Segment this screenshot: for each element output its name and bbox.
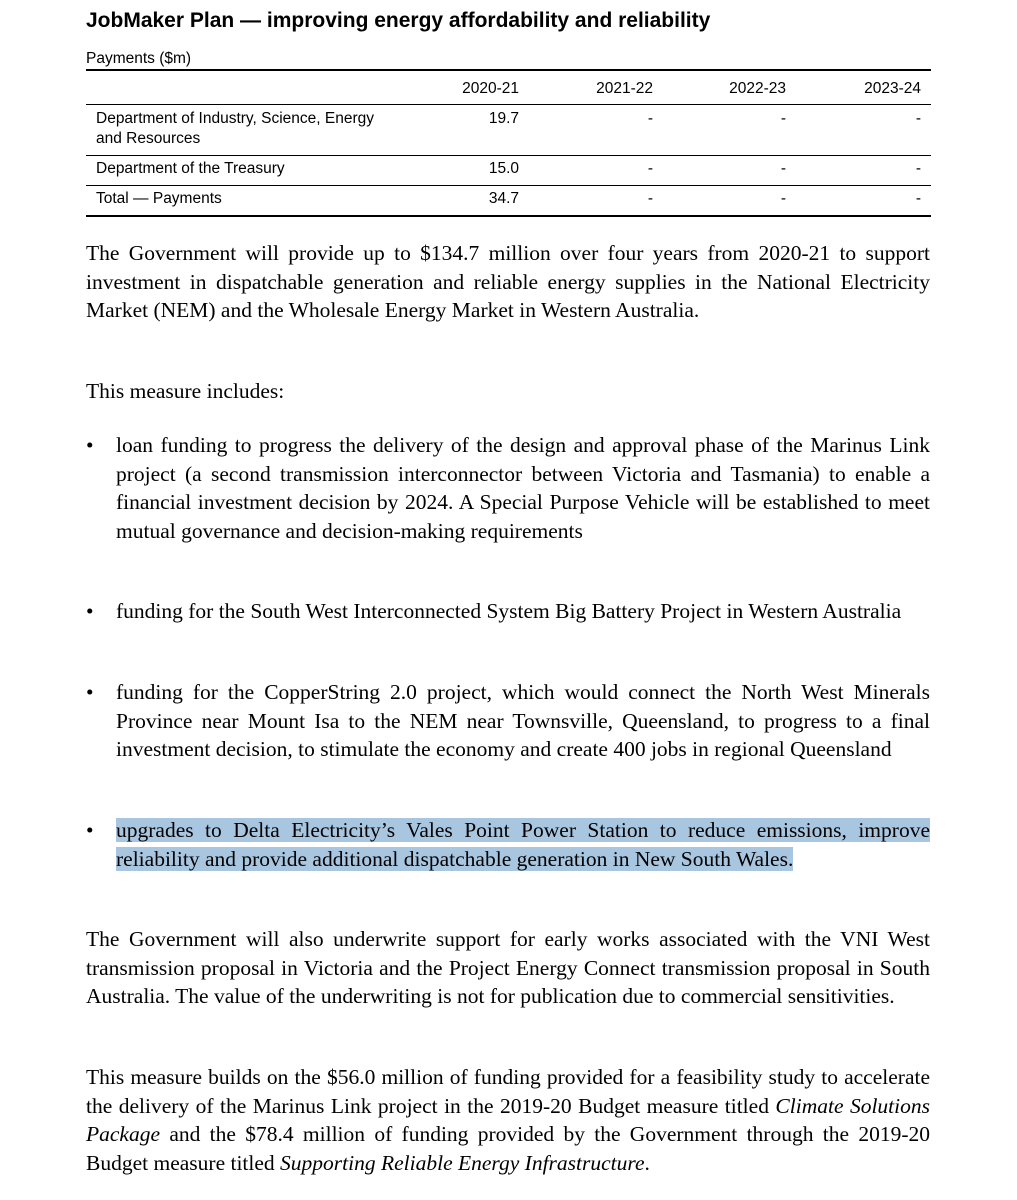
bullet-text[interactable] — [116, 816, 930, 873]
underwrite-paragraph: The Government will also underwrite support for early works associated with the VNI West transmission proposal in Victoria and the Project Energy Connect transmission proposal in South Australia. The value of the underwriting is not for publication due to commercial sensitivities. — [86, 927, 930, 1009]
table-header-cell: 2022-23 — [729, 79, 786, 97]
table-caption: Payments ($m) — [86, 50, 192, 67]
row-label: Department of the Treasury — [96, 160, 285, 177]
table-header-cell: 2023-24 — [864, 79, 921, 97]
table-cell: 19.7 — [488, 110, 519, 127]
table-row — [86, 156, 931, 186]
row-label: Department of Industry, Science, Energy and Resources — [96, 110, 374, 147]
table-cell: - — [780, 110, 786, 127]
table-header-row — [86, 70, 931, 105]
table-cell: - — [915, 110, 921, 127]
row-label: Total — Payments — [96, 190, 222, 207]
table-cell: - — [780, 160, 786, 177]
bullet-marker: • — [86, 433, 94, 457]
table-cell: - — [647, 190, 653, 207]
text-selection-highlight[interactable]: upgrades to Delta Electricity’s Vales Point Power Station to reduce emissions, improve reliability and provide additional dispatchable generation in New South Wales. — [116, 818, 930, 871]
paragraph-text: and the $78.4 million of funding provided by the Government through the 2019-20 Budget measure titled — [86, 1122, 930, 1176]
bullet-text: funding for the South West Interconnected System Big Battery Project in Western Australia — [116, 599, 902, 623]
bullet-text: loan funding to progress the delivery of the design and approval phase of the Marinus Link project (a second transmission interconnector between Victoria and Tasmania) to enable a financial investment decision by 2024. A Special Purpose Vehicle will be established to meet mutual governance and decision-making requirements — [116, 433, 930, 544]
includes-heading: This measure includes: — [86, 379, 285, 403]
table-cell: - — [647, 160, 653, 177]
table-row-total — [86, 186, 931, 217]
table-cell: - — [780, 190, 786, 207]
measure-title: Climate Solutions Package — [86, 1093, 930, 1147]
table-cell: - — [915, 160, 921, 177]
paragraph-text: This measure builds on the $56.0 million of funding provided for a feasibility study to accelerate the delivery of the Marinus Link project in the 2019-20 Budget measure titled — [86, 1065, 930, 1118]
table-cell: - — [915, 190, 921, 207]
table-cell: - — [647, 110, 653, 127]
table-header-cell — [86, 70, 396, 105]
page-title: JobMaker Plan — improving energy affordability and reliability — [86, 9, 711, 32]
table-cell: 34.7 — [488, 190, 519, 207]
builds-on-paragraph — [86, 1063, 930, 1178]
table-cell: 15.0 — [488, 160, 519, 177]
bullet-text: funding for the CopperString 2.0 project, which would connect the North West Minerals Province near Mount Isa to the NEM near Townsville, Queensland, to progress to a final investment decision, to stimulate the economy and create 400 jobs in regional Queensland — [116, 680, 930, 762]
payments-table — [86, 69, 931, 217]
paragraph-text: . — [644, 1151, 650, 1176]
bullet-marker: • — [86, 599, 94, 623]
intro-paragraph: The Government will provide up to $134.7 million over four years from 2020-21 to support investment in dispatchable generation and reliable energy supplies in the National Electricity Market (NEM) and the Wholesale Energy Market in Western Australia. — [86, 241, 930, 323]
measure-title: Supporting Reliable Energy Infrastructure — [280, 1151, 645, 1176]
table-header-cell: 2021-22 — [596, 79, 653, 97]
table-row — [86, 105, 931, 156]
bullet-marker: • — [86, 680, 94, 704]
table-header-cell: 2020-21 — [462, 79, 519, 97]
bullet-marker: • — [86, 818, 94, 842]
